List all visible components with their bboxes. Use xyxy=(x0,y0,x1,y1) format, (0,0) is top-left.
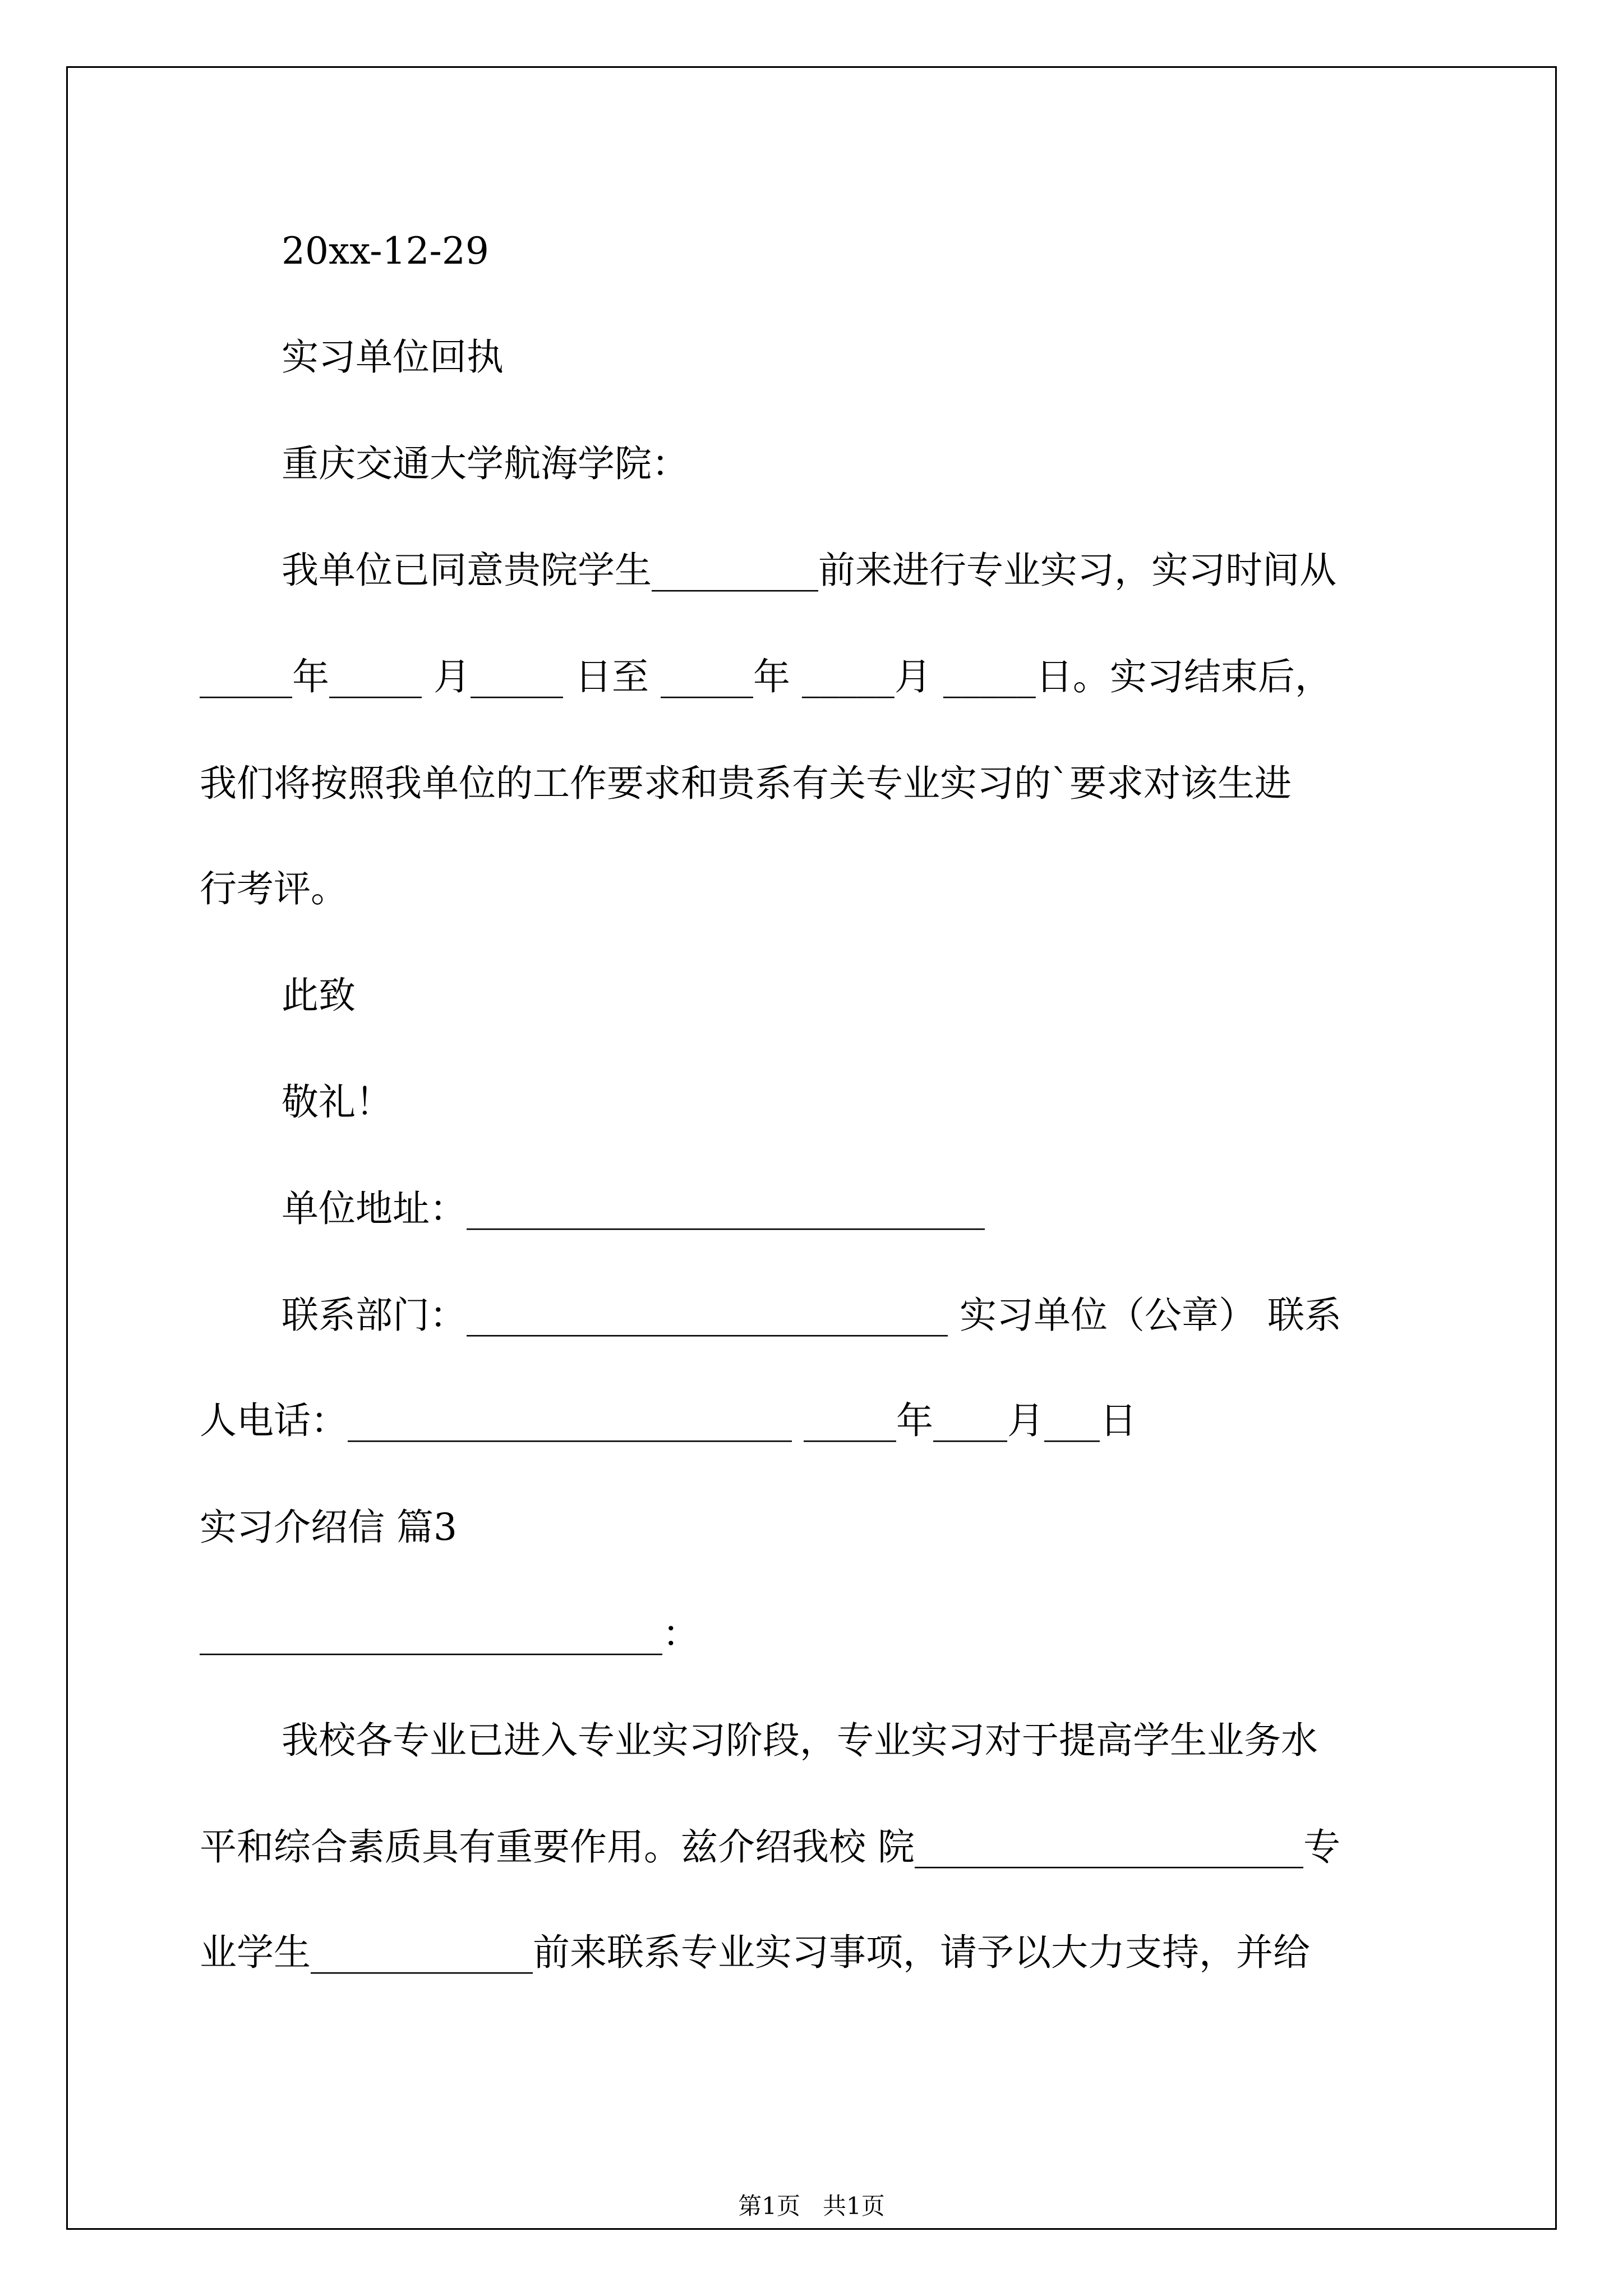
body-line: 我单位已同意贵院学生_________前来进行专业实习，实习时间从 xyxy=(282,549,1336,592)
page-footer: 第1页 共1页 xyxy=(738,2192,885,2220)
body-line: 业学生____________前来联系专业实习事项，请予以大力支持，并给 xyxy=(200,1931,1310,1974)
salutation: 重庆交通大学航海学院： xyxy=(282,442,689,485)
body-line: 行考评。 xyxy=(200,867,348,910)
body-line: 我校各专业已进入专业实习阶段，专业实习对于提高学生业务水 xyxy=(282,1719,1318,1762)
body-line: 我们将按照我单位的工作要求和贵系有关专业实习的`要求对该生进 xyxy=(200,762,1292,805)
addressee-line: _________________________： xyxy=(200,1612,699,1655)
phone-field: 人电话：________________________ _____年____月___日 xyxy=(200,1399,1137,1442)
receipt-title: 实习单位回执 xyxy=(282,335,504,379)
section-heading: 实习介绍信 篇3 xyxy=(200,1506,457,1549)
department-field: 联系部门：__________________________ 实习单位（公章） 联系 xyxy=(282,1294,1341,1337)
body-line: _____年_____ 月_____ 日至 _____年 _____月 _____日。实习结束后， xyxy=(200,655,1332,698)
page-border xyxy=(66,66,1557,2230)
body-line: 平和综合素质具有重要作用。兹介绍我校 院_____________________专 xyxy=(200,1825,1340,1869)
address-field: 单位地址：____________________________ xyxy=(282,1187,985,1230)
closing-line: 敬礼！ xyxy=(282,1080,393,1124)
closing-line: 此致 xyxy=(282,974,356,1017)
date-line: 20xx-12-29 xyxy=(282,229,489,273)
